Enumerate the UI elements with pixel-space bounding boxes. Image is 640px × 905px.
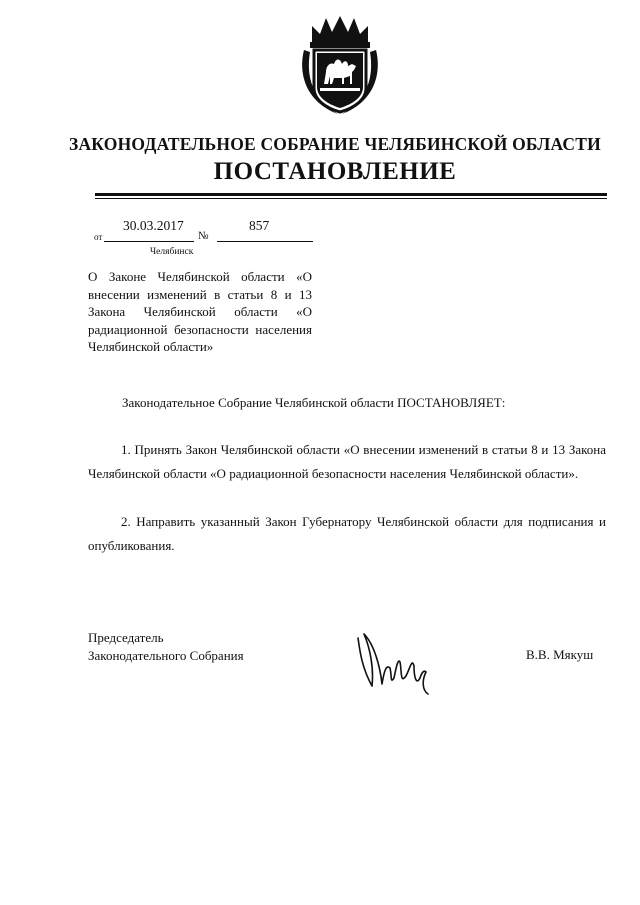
preamble: Законодательное Собрание Челябинской области ПОСТАНОВЛЯЕТ:: [122, 395, 506, 410]
document-date: 30.03.2017: [123, 218, 184, 233]
from-label: от: [94, 232, 103, 242]
city-label: Челябинск: [150, 247, 194, 257]
item-2: 2. Направить указанный Закон Губернатору Челябинской области для подписания и опубликования.: [88, 514, 606, 553]
organization-name: ЗАКОНОДАТЕЛЬНОЕ СОБРАНИЕ ЧЕЛЯБИНСКОЙ ОБЛАСТИ: [69, 134, 601, 154]
signatory-title: [88, 629, 244, 665]
signatory-name: В.В. Мякуш: [526, 647, 594, 662]
header-divider-thin: [95, 198, 607, 199]
document-subject: О Законе Челябинской области «О внесении изменений в статьи 8 и 13 Закона Челябинской области «О радиационной безопасности населения Челябинской области»: [88, 269, 312, 354]
date-underline: [104, 241, 194, 242]
item-1: 1. Принять Закон Челябинской области «О внесении изменений в статьи 8 и 13 Закона Челябинской области «О радиационной безопасности населения Челябинской области».: [88, 442, 606, 481]
number-label: №: [198, 230, 209, 242]
coat-of-arms-icon: [298, 14, 382, 116]
document-type: ПОСТАНОВЛЕНИЕ: [213, 158, 457, 185]
signatory-title-line1: Председатель: [88, 630, 164, 645]
handwritten-signature-icon: [350, 628, 436, 698]
signatory-title-line2: Законодательного Собрания: [88, 648, 244, 663]
header-divider-thick: [95, 193, 607, 196]
number-underline: [217, 241, 313, 242]
document-number: 857: [249, 218, 270, 233]
